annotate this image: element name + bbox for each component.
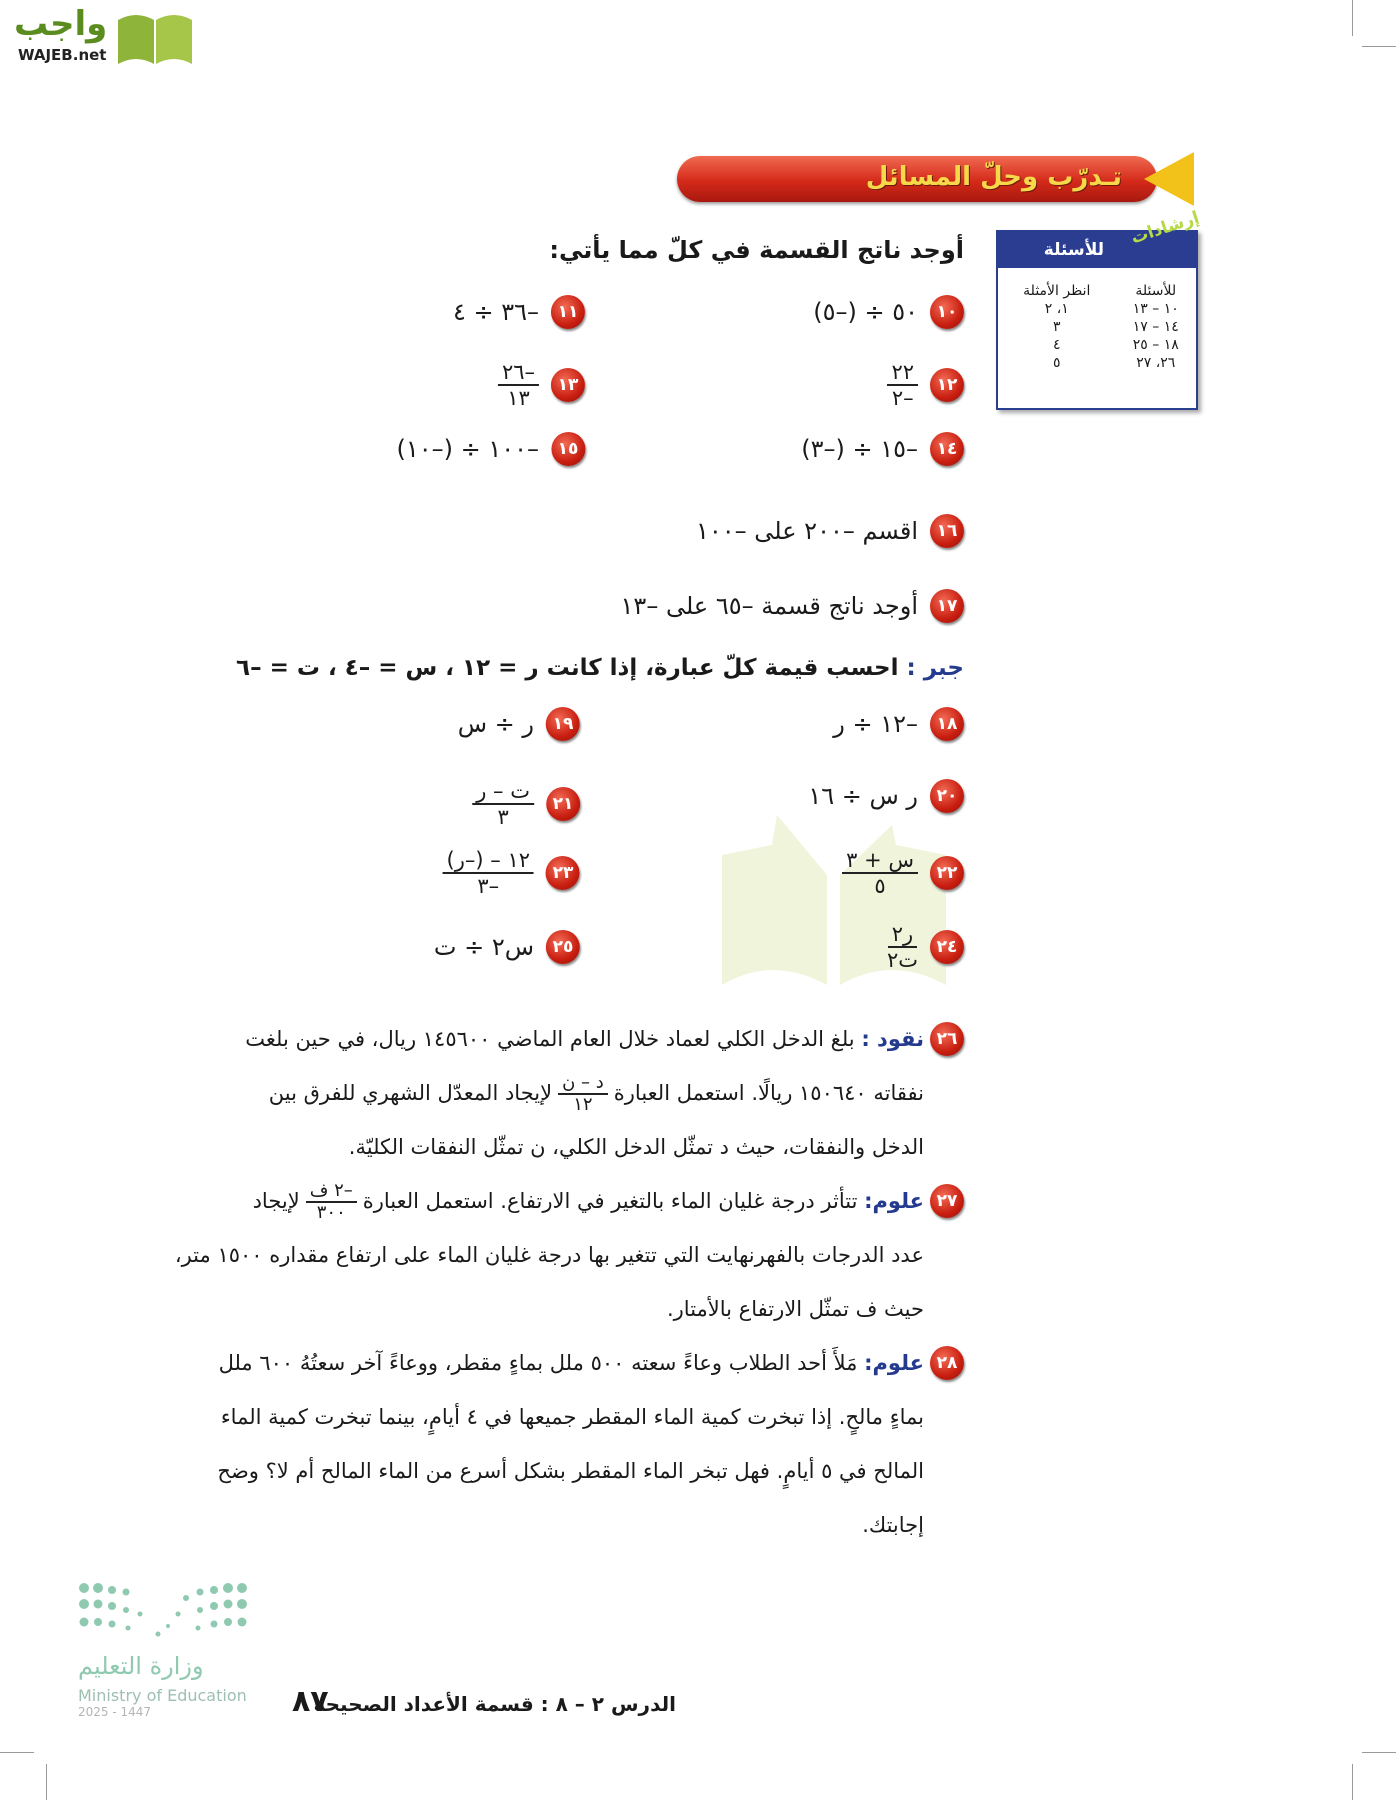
page-number: ٨٧ xyxy=(292,1684,329,1719)
denominator: ت٢ xyxy=(886,948,918,973)
question-21 xyxy=(472,779,580,829)
question-text: لإيجاد المعدّل الشهري للفرق بين xyxy=(268,1081,553,1105)
hint-box xyxy=(996,207,1202,410)
question-expr: ر س ÷ ١٦ xyxy=(808,782,918,810)
word-problems xyxy=(84,1012,964,1552)
algebra-text: احسب قيمة كلّ عبارة، إذا كانت ر = ١٢ ، س = –٤ ، ت = –٦ xyxy=(236,655,899,681)
fraction xyxy=(558,1073,608,1115)
question-number: ٢٨ xyxy=(930,1346,964,1380)
question-text: إجابتك. xyxy=(862,1513,924,1537)
ministry-logo xyxy=(78,1582,278,1719)
question-28 xyxy=(84,1336,964,1552)
hint-table xyxy=(998,282,1196,372)
ministry-arabic: وزارة التعليم xyxy=(78,1652,204,1680)
question-number: ٢٧ xyxy=(930,1184,964,1218)
question-text: بلغ الدخل الكلي لعماد خلال العام الماضي ١٤٥٦٠٠ ريال، في حين بلغت xyxy=(245,1027,855,1051)
algebra-instruction xyxy=(236,655,964,681)
question-number: ١٨ xyxy=(930,707,964,741)
question-26 xyxy=(84,1012,964,1174)
lesson-footer: الدرس ٢ – ٨ : قسمة الأعداد الصحيحة xyxy=(313,1692,676,1716)
hint-col-examples: انظر الأمثلة xyxy=(1023,283,1091,299)
denominator: ١٢ xyxy=(573,1094,593,1115)
hint-col-questions: للأسئلة xyxy=(1135,283,1177,299)
question-number: ٢٥ xyxy=(546,930,580,964)
question-20 xyxy=(808,779,964,813)
question-number: ٢٢ xyxy=(930,856,964,890)
logo-arabic: واجب xyxy=(14,4,108,44)
hint-q: ١٤ – ١٧ xyxy=(1132,319,1179,335)
question-18 xyxy=(833,707,964,741)
hint-row xyxy=(998,336,1196,354)
question-number: ١٥ xyxy=(551,432,585,466)
section-title: تـدرّب وحلّ المسائل xyxy=(865,162,1122,192)
numerator: –٢ ف xyxy=(306,1181,357,1203)
dots-emblem-icon xyxy=(78,1582,248,1642)
question-expr: –١٢ ÷ ر xyxy=(833,710,918,738)
question-number: ١٩ xyxy=(546,707,580,741)
question-text: حيث ف تمثّل الارتفاع بالأمتار. xyxy=(666,1297,924,1321)
wajeb-logo[interactable] xyxy=(6,4,196,68)
topic-label: نقود : xyxy=(861,1027,924,1051)
fraction xyxy=(498,360,539,410)
question-text: اقسم –٢٠٠ على –١٠٠ xyxy=(695,517,918,545)
numerator: ر٢ xyxy=(888,922,917,948)
instruction: أوجد ناتج القسمة في كلّ مما يأتي: xyxy=(549,236,964,264)
question-text: أوجد ناتج قسمة –٦٥ على –١٣ xyxy=(620,592,918,620)
question-number: ١٣ xyxy=(551,368,585,402)
numerator: –٢٦ xyxy=(498,360,539,386)
fraction xyxy=(887,922,918,972)
hint-row xyxy=(998,354,1196,372)
denominator: ١٣ xyxy=(507,386,530,411)
question-22 xyxy=(842,848,964,898)
denominator: ٥ xyxy=(874,874,886,899)
hint-row xyxy=(998,318,1196,336)
question-12 xyxy=(887,360,964,410)
hint-q: ١٨ – ٢٥ xyxy=(1132,337,1179,353)
fraction xyxy=(842,848,918,898)
hint-ex: ١، ٢ xyxy=(1044,301,1069,317)
question-27 xyxy=(84,1174,964,1336)
crop-mark xyxy=(1362,1752,1396,1753)
question-number: ٢٣ xyxy=(546,856,580,890)
hint-q: ٢٦، ٢٧ xyxy=(1136,355,1176,371)
question-17 xyxy=(621,589,964,623)
question-number: ١٦ xyxy=(930,514,964,548)
denominator: –٢ xyxy=(891,386,914,411)
denominator: –٣ xyxy=(477,874,500,899)
crop-mark xyxy=(0,1752,34,1753)
question-text: مَلأَ أحد الطلاب وعاءً سعته ٥٠٠ ملل بماءٍ مقطر، ووعاءً آخر سعتُهُ ٦٠٠ ملل xyxy=(218,1351,858,1375)
question-expr: –١٥ ÷ (–٣) xyxy=(801,435,918,463)
hint-q: ١٠ – ١٣ xyxy=(1132,301,1179,317)
question-expr: –٣٦ ÷ ٤ xyxy=(452,298,539,326)
question-number: ٢١ xyxy=(546,787,580,821)
fraction xyxy=(887,360,918,410)
logo-latin: WAJEB.net xyxy=(18,46,107,64)
fraction xyxy=(443,848,534,898)
hint-ex: ٤ xyxy=(1053,337,1061,353)
question-number: ٢٦ xyxy=(930,1022,964,1056)
question-10 xyxy=(813,295,964,329)
ministry-year: 2025 - 1447 xyxy=(78,1705,152,1719)
crop-mark xyxy=(46,1764,47,1800)
fraction xyxy=(472,779,534,829)
question-number: ١٠ xyxy=(930,295,964,329)
question-text: عدد الدرجات بالفهرنهايت التي تتغير بها درجة غليان الماء على ارتفاع مقداره ١٥٠٠ متر، xyxy=(174,1243,924,1267)
question-24 xyxy=(887,922,964,972)
fraction xyxy=(306,1181,357,1223)
crop-mark xyxy=(1362,46,1396,47)
question-text: المالح في ٥ أيامٍ. فهل تبخر الماء المقطر بشكل أسرع من الماء المالح أم لا؟ وضح xyxy=(217,1459,924,1483)
question-number: ١٧ xyxy=(930,589,964,623)
question-text: نفقاته ١٥٠٦٤٠ ريالًا. استعمل العبارة xyxy=(613,1081,924,1105)
question-number: ١٤ xyxy=(930,432,964,466)
crop-mark xyxy=(1352,1764,1353,1800)
question-15 xyxy=(396,432,585,466)
numerator: د – ن xyxy=(558,1073,608,1095)
denominator: ٣٠٠ xyxy=(316,1202,346,1223)
question-13 xyxy=(498,360,585,410)
crop-mark xyxy=(1352,0,1353,36)
hint-tag: إرشادات xyxy=(1128,207,1202,249)
algebra-label: جبر : xyxy=(906,655,964,681)
question-14 xyxy=(801,432,964,466)
question-23 xyxy=(443,848,580,898)
question-expr: –١٠٠ ÷ (–١٠) xyxy=(396,435,539,463)
question-11 xyxy=(453,295,585,329)
numerator: ت – ر xyxy=(472,779,534,805)
question-number: ٢٤ xyxy=(930,930,964,964)
hint-ex: ٣ xyxy=(1053,319,1061,335)
question-expr: س٢ ÷ ت xyxy=(433,933,534,961)
question-text: بماءٍ مالحٍ. إذا تبخرت كمية الماء المقطر جميعها في ٤ أيامٍ، بينما تبخرت كمية الماء xyxy=(220,1405,924,1429)
question-number: ١١ xyxy=(551,295,585,329)
question-text: لإيجاد xyxy=(252,1189,300,1213)
question-16 xyxy=(696,514,964,548)
book-icon xyxy=(116,10,194,66)
question-expr: ٥٠ ÷ (–٥) xyxy=(813,298,918,326)
section-banner xyxy=(677,152,1194,206)
numerator: ١٢ – (–ر) xyxy=(443,848,534,874)
numerator: ٢٢ xyxy=(887,360,918,386)
denominator: ٣ xyxy=(497,805,509,830)
topic-label: علوم: xyxy=(864,1189,924,1213)
hint-row xyxy=(998,300,1196,318)
question-expr: ر ÷ س xyxy=(457,710,534,738)
question-text: تتأثر درجة غليان الماء بالتغير في الارتفاع. استعمل العبارة xyxy=(362,1189,858,1213)
ministry-english: Ministry of Education xyxy=(78,1686,247,1705)
numerator: س + ٣ xyxy=(842,848,918,874)
triangle-arrow-icon xyxy=(1144,152,1194,206)
topic-label: علوم: xyxy=(864,1351,924,1375)
question-number: ١٢ xyxy=(930,368,964,402)
question-19 xyxy=(458,707,580,741)
question-number: ٢٠ xyxy=(930,779,964,813)
hint-ex: ٥ xyxy=(1053,355,1061,371)
question-25 xyxy=(434,930,580,964)
hint-title: للأسئلة xyxy=(1043,240,1104,260)
question-text: الدخل والنفقات، حيث د تمثّل الدخل الكلي، ن تمثّل النفقات الكليّة. xyxy=(348,1135,924,1159)
